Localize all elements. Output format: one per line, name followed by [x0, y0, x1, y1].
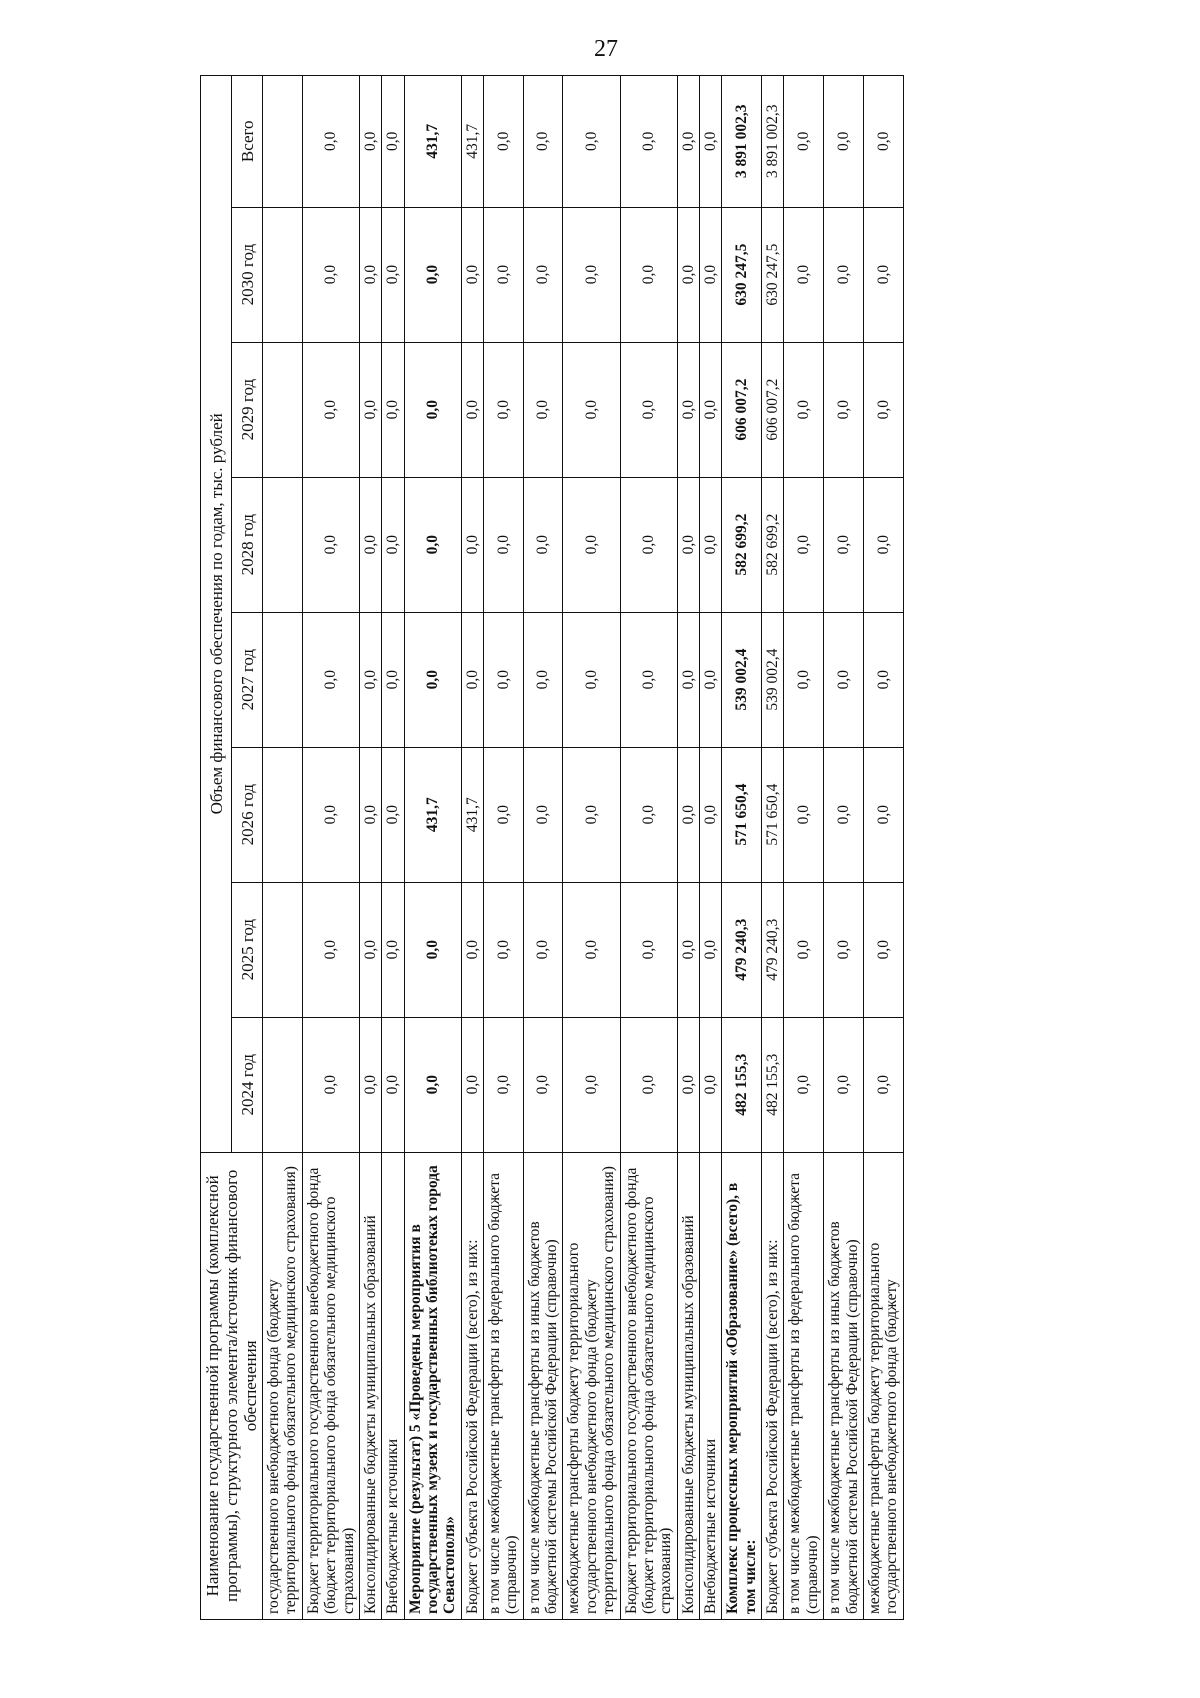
cell-value: 0,0	[461, 882, 483, 1017]
table-row	[784, 76, 824, 1620]
row-label: в том числе межбюджетные трансферты из иных бюджетов бюджетной системы Российской Федерации (справочно)	[824, 1152, 864, 1619]
cell-value: 0,0	[784, 612, 824, 747]
cell-value: 0,0	[382, 342, 404, 477]
table-row	[700, 76, 722, 1620]
cell-value: 0,0	[523, 207, 563, 342]
cell-value: 0,0	[563, 612, 620, 747]
cell-value: 0,0	[824, 882, 864, 1017]
cell-value: 582 699,2	[722, 477, 762, 612]
cell-value	[263, 882, 303, 1017]
cell-value: 0,0	[677, 612, 699, 747]
cell-value: 0,0	[784, 342, 824, 477]
cell-value: 0,0	[863, 477, 903, 612]
header-total: Всего	[232, 76, 263, 208]
cell-value: 0,0	[824, 747, 864, 882]
cell-value: 0,0	[824, 207, 864, 342]
row-label: межбюджетные трансферты бюджету территориального государственного внебюджетного фонда (бюджету территориального фонда обязательного медицинского страхования)	[563, 1152, 620, 1619]
cell-value: 0,0	[523, 612, 563, 747]
cell-value: 0,0	[563, 1017, 620, 1152]
table-row	[461, 76, 483, 1620]
table-row	[722, 76, 762, 1620]
cell-value: 0,0	[461, 207, 483, 342]
row-label: Бюджет субъекта Российской Федерации (всего), из них:	[762, 1152, 784, 1619]
row-label: государственного внебюджетного фонда (бюджету территориального фонда обязательного медицинского страхования)	[263, 1152, 303, 1619]
header-year: 2028 год	[232, 477, 263, 612]
cell-value: 0,0	[784, 477, 824, 612]
header-year: 2024 год	[232, 1017, 263, 1152]
row-label: Комплекс процессных мероприятий «Образование» (всего), в том числе:	[722, 1152, 762, 1619]
row-label: Бюджет субъекта Российской Федерации (всего), из них:	[461, 1152, 483, 1619]
cell-value: 0,0	[523, 342, 563, 477]
table-row	[523, 76, 563, 1620]
cell-value: 0,0	[484, 747, 524, 882]
cell-value: 539 002,4	[722, 612, 762, 747]
cell-value	[263, 612, 303, 747]
cell-value: 571 650,4	[762, 747, 784, 882]
cell-value: 0,0	[563, 747, 620, 882]
header-year: 2029 год	[232, 342, 263, 477]
row-label: Консолидированные бюджеты муниципальных образований	[359, 1152, 381, 1619]
cell-value: 0,0	[404, 612, 461, 747]
cell-value: 0,0	[523, 1017, 563, 1152]
cell-value: 0,0	[359, 207, 381, 342]
table-row	[484, 76, 524, 1620]
cell-value: 0,0	[302, 612, 359, 747]
cell-value: 0,0	[404, 882, 461, 1017]
cell-total: 431,7	[461, 76, 483, 208]
cell-value: 0,0	[382, 747, 404, 882]
cell-total: 3 891 002,3	[762, 76, 784, 208]
cell-value: 0,0	[784, 882, 824, 1017]
cell-value: 479 240,3	[722, 882, 762, 1017]
cell-value: 0,0	[824, 612, 864, 747]
cell-value: 0,0	[620, 882, 677, 1017]
cell-value: 431,7	[404, 747, 461, 882]
table-row	[824, 76, 864, 1620]
cell-total: 0,0	[302, 76, 359, 208]
cell-value: 0,0	[359, 882, 381, 1017]
table-row	[302, 76, 359, 1620]
cell-value: 0,0	[382, 882, 404, 1017]
table-row	[762, 76, 784, 1620]
cell-value: 0,0	[404, 477, 461, 612]
cell-value: 0,0	[677, 477, 699, 612]
cell-total: 0,0	[824, 76, 864, 208]
cell-value: 0,0	[863, 207, 903, 342]
cell-value: 0,0	[382, 207, 404, 342]
cell-total: 3 891 002,3	[722, 76, 762, 208]
header-name-column: Наименование государственной программы (комплексной программы), структурного элемента/источник финансового обеспечения	[201, 1152, 263, 1619]
cell-value: 0,0	[563, 342, 620, 477]
cell-value: 0,0	[484, 882, 524, 1017]
cell-value: 0,0	[863, 612, 903, 747]
cell-total: 0,0	[484, 76, 524, 208]
page-number: 27	[594, 36, 618, 62]
table-row	[620, 76, 677, 1620]
cell-value: 0,0	[302, 342, 359, 477]
cell-value: 0,0	[359, 1017, 381, 1152]
cell-value: 0,0	[461, 477, 483, 612]
cell-value: 0,0	[677, 747, 699, 882]
cell-value: 0,0	[824, 477, 864, 612]
cell-value	[263, 477, 303, 612]
cell-value: 0,0	[523, 477, 563, 612]
cell-value: 0,0	[523, 882, 563, 1017]
row-label: Бюджет территориального государственного внебюджетного фонда (бюджет территориального фонда обязательного медицинского страхования)	[302, 1152, 359, 1619]
cell-value: 0,0	[677, 342, 699, 477]
cell-value: 0,0	[302, 477, 359, 612]
row-label: Бюджет территориального государственного внебюджетного фонда (бюджет территориального фонда обязательного медицинского страхования)	[620, 1152, 677, 1619]
cell-value: 0,0	[359, 612, 381, 747]
cell-value	[263, 342, 303, 477]
cell-value: 0,0	[484, 1017, 524, 1152]
cell-value: 0,0	[382, 477, 404, 612]
cell-value: 0,0	[863, 882, 903, 1017]
header-year: 2027 год	[232, 612, 263, 747]
cell-value: 0,0	[700, 612, 722, 747]
cell-value: 0,0	[863, 747, 903, 882]
cell-value: 0,0	[620, 342, 677, 477]
table-row	[563, 76, 620, 1620]
cell-value: 0,0	[359, 747, 381, 882]
table-row	[863, 76, 903, 1620]
table-row	[404, 76, 461, 1620]
financing-table	[200, 75, 904, 1620]
header-year: 2030 год	[232, 207, 263, 342]
cell-value: 0,0	[382, 1017, 404, 1152]
row-label: в том числе межбюджетные трансферты из федерального бюджета (справочно)	[484, 1152, 524, 1619]
cell-value: 0,0	[461, 342, 483, 477]
cell-total: 0,0	[523, 76, 563, 208]
cell-value: 0,0	[484, 477, 524, 612]
cell-value: 0,0	[677, 882, 699, 1017]
cell-value: 0,0	[302, 207, 359, 342]
row-label: в том числе межбюджетные трансферты из федерального бюджета (справочно)	[784, 1152, 824, 1619]
cell-value: 0,0	[404, 207, 461, 342]
cell-value: 0,0	[784, 747, 824, 882]
row-label: Консолидированные бюджеты муниципальных образований	[677, 1152, 699, 1619]
cell-total: 0,0	[863, 76, 903, 208]
header-year: 2026 год	[232, 747, 263, 882]
cell-value: 0,0	[484, 342, 524, 477]
cell-value: 0,0	[620, 207, 677, 342]
cell-total: 0,0	[359, 76, 381, 208]
cell-value: 0,0	[359, 342, 381, 477]
cell-value	[263, 207, 303, 342]
cell-value: 0,0	[563, 477, 620, 612]
cell-value: 0,0	[677, 207, 699, 342]
cell-total: 0,0	[382, 76, 404, 208]
cell-value: 0,0	[620, 1017, 677, 1152]
cell-value: 0,0	[620, 612, 677, 747]
cell-value: 571 650,4	[722, 747, 762, 882]
cell-value	[263, 1017, 303, 1152]
cell-value: 0,0	[700, 477, 722, 612]
cell-value: 0,0	[302, 1017, 359, 1152]
cell-value: 0,0	[677, 1017, 699, 1152]
table-body	[263, 76, 904, 1620]
cell-value: 0,0	[863, 1017, 903, 1152]
cell-value: 0,0	[359, 477, 381, 612]
cell-value: 630 247,5	[722, 207, 762, 342]
cell-total: 0,0	[784, 76, 824, 208]
table-row	[263, 76, 303, 1620]
cell-value: 606 007,2	[762, 342, 784, 477]
cell-value: 0,0	[700, 747, 722, 882]
table-row	[677, 76, 699, 1620]
row-label: межбюджетные трансферты бюджету территориального государственного внебюджетного фонда (бюджету	[863, 1152, 903, 1619]
table-row	[382, 76, 404, 1620]
cell-value: 0,0	[863, 342, 903, 477]
cell-value: 0,0	[700, 342, 722, 477]
cell-total: 0,0	[700, 76, 722, 208]
cell-value: 0,0	[563, 882, 620, 1017]
cell-value: 0,0	[700, 882, 722, 1017]
cell-value: 0,0	[484, 207, 524, 342]
cell-value: 630 247,5	[762, 207, 784, 342]
cell-value: 0,0	[784, 207, 824, 342]
cell-value: 0,0	[302, 747, 359, 882]
table-row	[359, 76, 381, 1620]
cell-total: 0,0	[677, 76, 699, 208]
cell-value: 0,0	[620, 747, 677, 882]
cell-value: 0,0	[784, 1017, 824, 1152]
cell-value: 0,0	[484, 612, 524, 747]
cell-total: 431,7	[404, 76, 461, 208]
cell-value: 0,0	[824, 342, 864, 477]
row-label: Мероприятие (результат) 5 «Проведены мероприятия в государственных музеях и государственных библиотеках города Севастополя»	[404, 1152, 461, 1619]
cell-value: 0,0	[563, 207, 620, 342]
cell-value: 479 240,3	[762, 882, 784, 1017]
cell-value: 0,0	[404, 342, 461, 477]
cell-total: 0,0	[620, 76, 677, 208]
cell-value: 0,0	[700, 1017, 722, 1152]
row-label: в том числе межбюджетные трансферты из иных бюджетов бюджетной системы Российской Федерации (справочно)	[523, 1152, 563, 1619]
cell-value	[263, 747, 303, 882]
cell-value: 0,0	[620, 477, 677, 612]
rotated-table-container	[200, 75, 1060, 1620]
header-row-1	[201, 76, 232, 1620]
cell-total: 0,0	[563, 76, 620, 208]
cell-value: 582 699,2	[762, 477, 784, 612]
cell-value: 0,0	[461, 612, 483, 747]
cell-value: 0,0	[824, 1017, 864, 1152]
header-group: Объем финансового обеспечения по годам, тыс. рублей	[201, 76, 232, 1153]
cell-value: 482 155,3	[762, 1017, 784, 1152]
cell-value: 0,0	[302, 882, 359, 1017]
cell-value: 0,0	[700, 207, 722, 342]
row-label: Внебюджетные источники	[700, 1152, 722, 1619]
cell-value: 0,0	[523, 747, 563, 882]
header-year: 2025 год	[232, 882, 263, 1017]
cell-value: 539 002,4	[762, 612, 784, 747]
cell-value: 0,0	[461, 1017, 483, 1152]
cell-value: 606 007,2	[722, 342, 762, 477]
cell-value: 0,0	[404, 1017, 461, 1152]
row-label: Внебюджетные источники	[382, 1152, 404, 1619]
cell-value: 431,7	[461, 747, 483, 882]
cell-value: 482 155,3	[722, 1017, 762, 1152]
cell-total	[263, 76, 303, 208]
cell-value: 0,0	[382, 612, 404, 747]
